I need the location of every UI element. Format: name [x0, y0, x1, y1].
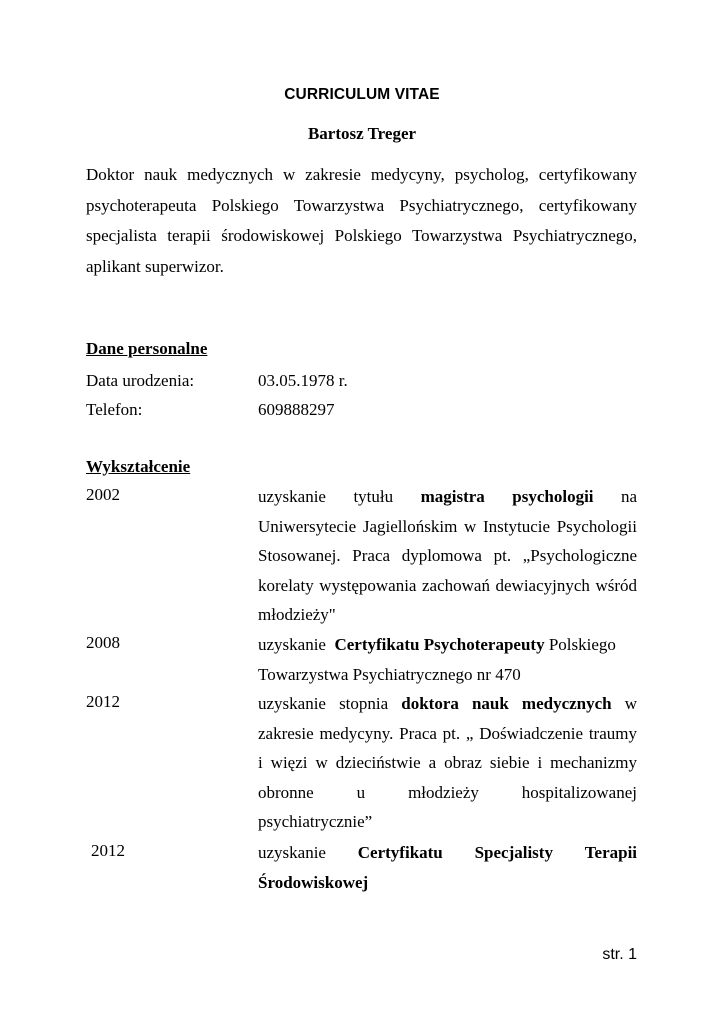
- intro-line: aplikant superwizor.: [86, 256, 224, 276]
- phone-value: 609888297: [258, 400, 335, 419]
- education-heading: Wykształcenie: [86, 457, 191, 476]
- intro-line: Doktor nauk medycznych w zakresie medycyny, psycholog, certyfikowany: [86, 165, 637, 184]
- education-line: i więzi w dzieciństwie a obraz siebie i mechanizmy: [258, 753, 637, 772]
- intro-paragraph: [86, 160, 637, 282]
- personal-heading: Dane personalne: [86, 339, 208, 358]
- education-line: obronne u młodzieży hospitalizowanej: [258, 782, 637, 802]
- phone-label: Telefon:: [86, 400, 143, 419]
- birth-label: Data urodzenia:: [86, 371, 195, 390]
- intro-line: psychoterapeuta Polskiego Towarzystwa Psychiatrycznego, certyfikowany: [86, 195, 637, 215]
- education-line: uzyskanie stopnia doktora nauk medycznych w: [258, 694, 638, 713]
- education-line: uzyskanie Certyfikatu Psychoterapeuty Polskiego: [258, 635, 616, 654]
- education-line: młodzieży": [258, 605, 336, 624]
- intro-line: specjalista terapii środowiskowej Polskiego Towarzystwa Psychiatrycznego,: [86, 226, 637, 245]
- document-title: CURRICULUM VITAE: [284, 86, 440, 103]
- person-name: Bartosz Treger: [307, 124, 417, 143]
- page-number: str. 1: [602, 946, 637, 963]
- education-line: Środowiskowej: [258, 872, 369, 892]
- education-description: [258, 482, 637, 630]
- education-line: Uniwersytecie Jagiellońskim w Instytucie Psychologii: [258, 516, 637, 536]
- education-year: 2008: [86, 633, 120, 652]
- education-line: uzyskanie tytułu magistra psychologii na: [258, 487, 638, 506]
- education-line: zakresie medycyny. Praca pt. „ Doświadczenie traumy: [258, 723, 637, 743]
- education-line: Stosowanej. Praca dyplomowa pt. „Psychologiczne: [258, 546, 637, 565]
- education-description: [258, 689, 637, 837]
- education-year: 2002: [86, 485, 120, 504]
- education-year: 2012: [86, 692, 120, 711]
- education-line: uzyskanie Certyfikatu Specjalisty Terapii: [258, 843, 638, 862]
- education-year: 2012: [91, 841, 125, 860]
- birth-value: 03.05.1978 r.: [258, 371, 348, 390]
- education-description: [258, 630, 630, 689]
- education-line: korelaty występowania zachowań dewiacyjnych wśród: [258, 575, 637, 595]
- education-line: Towarzystwa Psychiatrycznego nr 470: [258, 664, 521, 684]
- education-description: [258, 838, 637, 897]
- education-line: psychiatrycznie”: [258, 812, 373, 831]
